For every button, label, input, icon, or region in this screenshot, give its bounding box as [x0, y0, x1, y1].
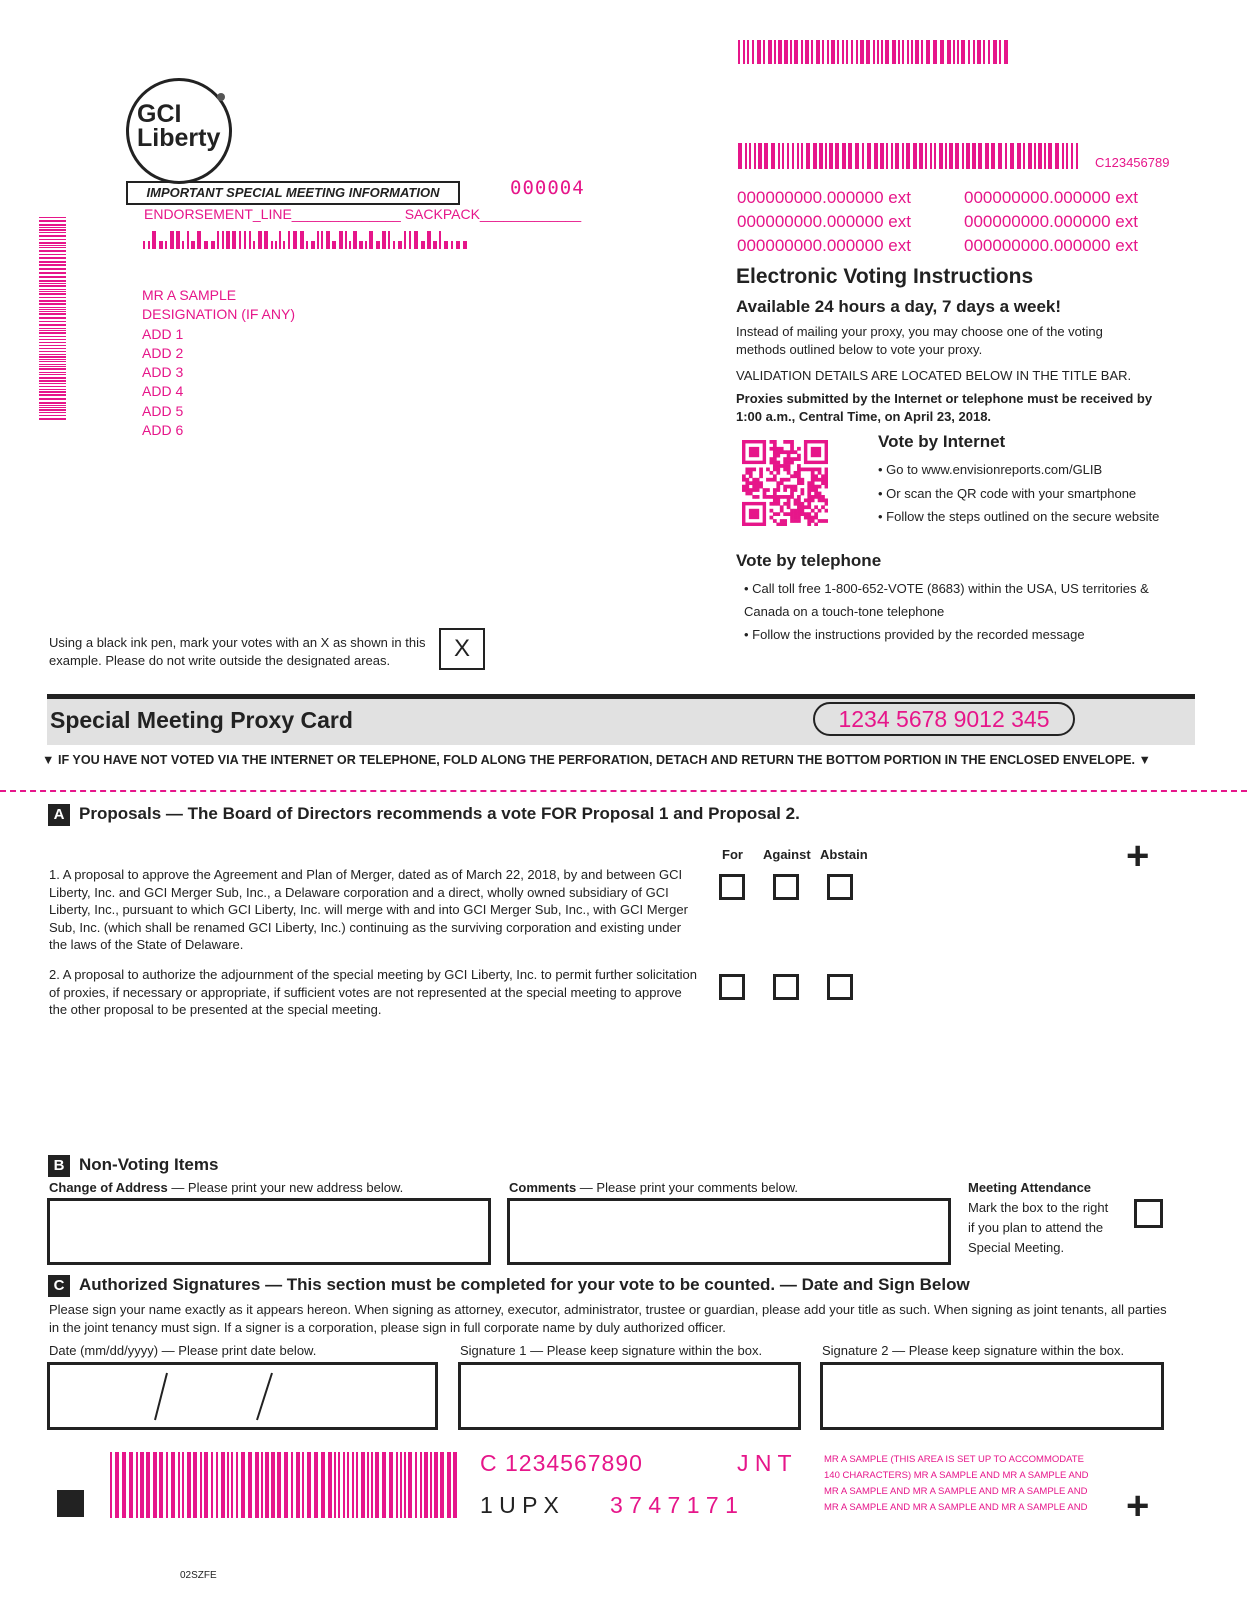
internet-step: • Go to www.envisionreports.com/GLIB — [878, 462, 1103, 477]
gci-liberty-logo — [126, 78, 232, 184]
down-arrow-icon: ▼ — [1138, 753, 1151, 767]
mark-instructions: Using a black ink pen, mark your votes with an X as shown in this example. Please do not write outside the designated areas. — [49, 635, 426, 668]
ext-line: 000000000.000000 ext — [737, 188, 911, 207]
control-number: 1234 5678 9012 345 — [813, 702, 1075, 736]
side-barcode — [39, 217, 66, 423]
proposal-1-abstain-checkbox[interactable] — [827, 874, 853, 900]
example-mark-box: X — [439, 628, 485, 670]
attendance-text: Mark the box to the right if you plan to attend the Special Meeting. — [968, 1200, 1109, 1255]
down-arrow-icon: ▼ — [42, 753, 55, 767]
address-line: ADD 1 — [142, 325, 184, 342]
ext-line: 000000000.000000 ext — [737, 212, 911, 231]
voting-deadline: Proxies submitted by the Internet or telephone must be received by 1:00 a.m., Central Time, on April 23, 2018. — [736, 391, 1153, 424]
proposal-1-for-checkbox[interactable] — [719, 874, 745, 900]
address-line: ADD 4 — [142, 383, 184, 400]
comments-label — [509, 1179, 798, 1197]
perforation-line — [0, 790, 1247, 792]
endorsement-line: ENDORSEMENT_LINE______________ SACKPACK_____________ — [144, 206, 582, 222]
comments-title: Comments — [509, 1180, 577, 1195]
attendance-title: Meeting Attendance — [968, 1180, 1092, 1195]
vote-internet-steps — [878, 458, 1159, 529]
phone-step: • Follow the instructions provided by the recorded message — [744, 627, 1085, 642]
vote-phone-title: Vote by telephone — [736, 551, 882, 570]
proposal-1-against-checkbox[interactable] — [773, 874, 799, 900]
validation-note: VALIDATION DETAILS ARE LOCATED BELOW IN THE TITLE BAR. — [736, 368, 1132, 383]
footer-control: C 1234567890 — [480, 1450, 643, 1476]
change-address-field[interactable] — [47, 1198, 491, 1265]
proposal-2-abstain-checkbox[interactable] — [827, 974, 853, 1000]
change-address-hint: — Please print your new address below. — [167, 1180, 404, 1195]
internet-step: • Or scan the QR code with your smartphone — [878, 485, 1137, 501]
fold-notice — [42, 753, 1151, 767]
address-line: ADD 5 — [142, 402, 184, 419]
section-c-title: Authorized Signatures — This section must be completed for your vote to be counted. — Date and Sign Below — [79, 1275, 970, 1294]
date-slashes — [50, 1365, 435, 1427]
address-line: DESIGNATION (IF ANY) — [142, 306, 295, 323]
section-b-badge: B — [48, 1155, 70, 1177]
qr-code[interactable] — [742, 440, 828, 526]
sequence-number: 000004 — [510, 177, 585, 199]
signature-2-field[interactable] — [820, 1362, 1164, 1430]
logo-line-1: GCI — [137, 100, 182, 128]
internet-step: • Follow the steps outlined on the secure website — [878, 509, 1160, 524]
logo-line-2: Liberty — [137, 124, 221, 152]
proposal-2-for-checkbox[interactable] — [719, 974, 745, 1000]
voting-title: Electronic Voting Instructions — [736, 265, 1034, 288]
important-meeting-label: IMPORTANT SPECIAL MEETING INFORMATION — [126, 181, 460, 205]
section-a-badge: A — [48, 804, 70, 826]
date-field[interactable] — [47, 1362, 438, 1430]
control-barcode — [738, 143, 1080, 169]
registration-square — [57, 1490, 84, 1517]
ext-lines-right — [964, 186, 1138, 258]
voting-intro: Instead of mailing your proxy, you may choose one of the voting methods outlined below to vote your proxy. — [736, 324, 1103, 357]
footer-number: 3 7 4 7 1 7 1 — [610, 1492, 738, 1518]
col-against: Against — [763, 847, 811, 862]
postal-barcode — [143, 231, 470, 249]
footer-jnt: J N T — [737, 1450, 792, 1476]
mailing-address — [142, 286, 295, 440]
card-title: Special Meeting Proxy Card — [50, 707, 353, 733]
proposal-2: 2. A proposal to authorize the adjournment of the special meeting by GCI Liberty, Inc. to permit further solicitation of proxies, if necessary or appropriate, if sufficient votes are not represented at the special meeting to approve the other proposal to be presented at the special meeting. — [49, 967, 697, 1017]
fold-notice-text: IF YOU HAVE NOT VOTED VIA THE INTERNET OR TELEPHONE, FOLD ALONG THE PERFORATION, DETACH AND RETURN THE BOTTOM PORTION IN THE ENCLOSED ENVELOPE. — [57, 753, 1136, 767]
section-b-title: Non-Voting Items — [79, 1155, 219, 1174]
plus-icon: + — [1126, 834, 1150, 878]
footer-upx: 1 U P X — [480, 1492, 559, 1518]
vote-internet-title: Vote by Internet — [878, 432, 1006, 451]
footer-sample-text: MR A SAMPLE (THIS AREA IS SET UP TO ACCOMMODATE 140 CHARACTERS) MR A SAMPLE AND MR A SAMPLE AND MR A SAMPLE AND MR A SAMPLE AND MR A SAMPLE AND MR A SAMPLE AND MR A SAMPLE AND MR A SAMPLE AND — [824, 1454, 1089, 1513]
comments-field[interactable] — [507, 1198, 951, 1265]
ext-line: 000000000.000000 ext — [964, 236, 1138, 255]
address-line: ADD 3 — [142, 364, 184, 381]
control-code-small: C123456789 — [1095, 155, 1170, 170]
attendance-checkbox[interactable] — [1134, 1199, 1163, 1228]
col-for: For — [722, 847, 743, 862]
ext-line: 000000000.000000 ext — [964, 212, 1138, 231]
proposal-2-against-checkbox[interactable] — [773, 974, 799, 1000]
proposal-1: 1. A proposal to approve the Agreement and Plan of Merger, dated as of March 22, 2018, by and between GCI Liberty, Inc. and GCI Merger Sub, Inc., a Delaware corporation and a direct, wholly owned subsidiary of GCI Liberty, Inc., pursuant to which GCI Liberty, Inc. will merge with and into GCI Merger Sub, Inc., with GCI Merger Sub, Inc. (which shall be renamed GCI Liberty, Inc.) continuing as the surviving corporation and existing under the laws of the State of Delaware. — [49, 867, 688, 952]
date-label: Date (mm/dd/yyyy) — Please print date below. — [49, 1343, 317, 1358]
vote-phone-steps — [744, 577, 1164, 646]
voting-subtitle: Available 24 hours a day, 7 days a week! — [736, 297, 1062, 316]
comments-hint: — Please print your comments below. — [576, 1180, 799, 1195]
footer-barcode — [110, 1452, 459, 1518]
phone-step: • Call toll free 1-800-652-VOTE (8683) within the USA, US territories & Canada on a touch-tone telephone — [744, 581, 1149, 619]
signature-2-label: Signature 2 — Please keep signature within the box. — [822, 1343, 1125, 1358]
form-code: 02SZFE — [180, 1570, 217, 1581]
address-line: MR A SAMPLE — [142, 287, 237, 303]
col-abstain: Abstain — [820, 847, 868, 862]
ext-lines-left — [737, 186, 911, 258]
section-c-badge: C — [48, 1275, 70, 1297]
top-barcode — [738, 40, 1010, 64]
change-address-label — [49, 1179, 403, 1197]
title-bar — [47, 694, 1195, 745]
signature-1-label: Signature 1 — Please keep signature within the box. — [460, 1343, 763, 1358]
address-line: ADD 2 — [142, 344, 184, 361]
section-a-title: Proposals — The Board of Directors recommends a vote FOR Proposal 1 and Proposal 2. — [79, 804, 800, 823]
ext-line: 000000000.000000 ext — [737, 236, 911, 255]
address-line: ADD 6 — [142, 422, 184, 439]
ext-line: 000000000.000000 ext — [964, 188, 1138, 207]
change-address-title: Change of Address — [49, 1180, 168, 1195]
section-c-text: Please sign your name exactly as it appears hereon. When signing as attorney, executor, administrator, trustee or guardian, please add your title as such. When signing as joint tenants, all parties in the joint tenancy must sign. If a signer is a corporation, please sign in full corporate name by duly authorized officer. — [49, 1302, 1167, 1335]
signature-1-field[interactable] — [458, 1362, 801, 1430]
plus-icon: + — [1126, 1484, 1150, 1528]
